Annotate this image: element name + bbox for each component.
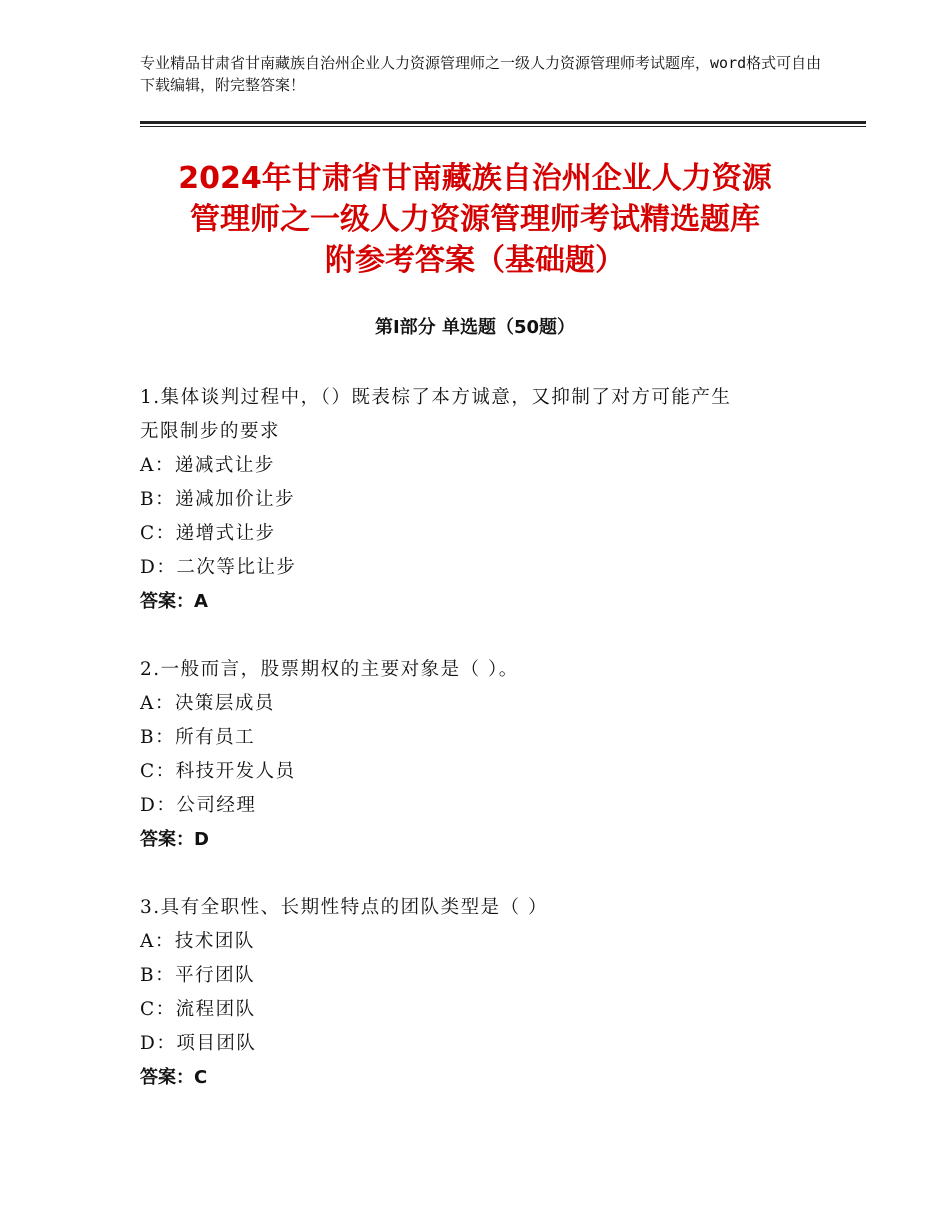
option-a: A：决策层成员 <box>140 693 275 714</box>
option-a: A：技术团队 <box>140 931 255 952</box>
header-note: 专业精品甘肃省甘南藏族自治州企业人力资源管理师之一级人力资源管理师考试题库，word格式可自由下载编辑，附完整答案！ <box>140 54 822 94</box>
question-1 <box>140 381 830 619</box>
section-heading: 第Ⅰ部分 单选题（50题） <box>374 317 575 338</box>
answer: 答案：D <box>140 829 209 850</box>
option-b: B：平行团队 <box>140 965 256 986</box>
question-stem: 3.具有全职性、长期性特点的团队类型是（ ） <box>140 897 549 918</box>
option-a: A：递减式让步 <box>140 455 275 476</box>
option-d: D：项目团队 <box>140 1033 257 1054</box>
question-3 <box>140 891 830 1095</box>
option-c: C：流程团队 <box>140 999 256 1020</box>
header-divider-thin <box>140 126 866 127</box>
document-title <box>100 158 850 281</box>
title-line-1: 2024年甘肃省甘南藏族自治州企业人力资源 <box>178 161 772 196</box>
question-2 <box>140 653 830 857</box>
answer: 答案：A <box>140 591 208 612</box>
question-stem: 1.集体谈判过程中，（）既表棕了本方诚意，又抑制了对方可能产生 <box>140 387 732 408</box>
option-d: D：公司经理 <box>140 795 257 816</box>
option-c: C：科技开发人员 <box>140 761 296 782</box>
title-line-3: 附参考答案（基础题） <box>325 243 625 278</box>
title-line-2: 管理师之一级人力资源管理师考试精选题库 <box>190 202 760 237</box>
answer: 答案：C <box>140 1067 208 1088</box>
option-d: D：二次等比让步 <box>140 557 297 578</box>
question-stem: 无限制步的要求 <box>140 421 281 442</box>
header-divider-thick <box>140 121 866 124</box>
question-list <box>140 381 830 1129</box>
option-b: B：所有员工 <box>140 727 256 748</box>
option-c: C：递增式让步 <box>140 523 276 544</box>
option-b: B：递减加价让步 <box>140 489 296 510</box>
question-stem: 2.一般而言，股票期权的主要对象是（ ）。 <box>140 659 519 680</box>
